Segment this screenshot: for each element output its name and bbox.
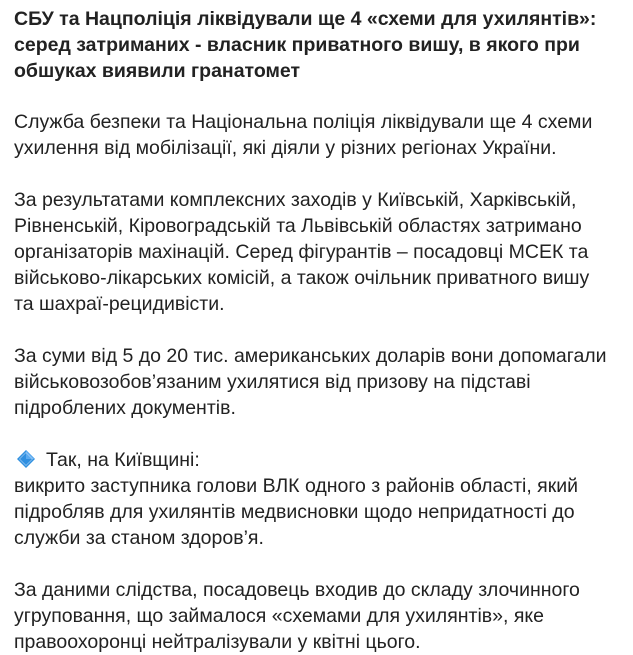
bullet-heading-line [14,447,578,473]
blue-diamond-icon [16,449,36,469]
post-headline [14,6,626,84]
paragraph-line: За даними слідства, посадовець входив до складу злочинного [14,579,580,601]
headline-line: серед затриманих - власник приватного вишу, в якого при [14,34,580,56]
paragraph-sums [14,343,607,421]
paragraph-line: За результатами комплексних заходів у Київській, Харківській, [14,189,577,211]
paragraph-line: організаторів махінацій. Серед фігурантів – посадовці МСЕК та [14,241,589,263]
headline-line: обшуках виявили гранатомет [14,60,301,82]
paragraph-line: Служба безпеки та Національна поліція ліквідували ще 4 схеми [14,111,593,133]
paragraph-line: військово-лікарських комісій, а також очільник приватного вишу [14,267,590,289]
paragraph-results [14,187,589,317]
paragraph-line: угруповання, що займалося «схемами для ухилянтів», яке [14,605,544,627]
paragraph-line: підробляв для ухилянтів медвисновки щодо непридатності до [14,501,575,523]
paragraph-line: підроблених документів. [14,397,236,419]
paragraph-line: ухилення від мобілізації, які діяли у різних регіонах України. [14,137,557,159]
paragraph-line: За суми від 5 до 20 тис. американських доларів вони допомагали [14,345,607,367]
news-post [14,6,626,653]
paragraph-investigation [14,577,580,655]
bullet-heading-text: Так, на Київщині: [46,449,200,471]
headline-line: СБУ та Нацполіція ліквідували ще 4 «схеми для ухилянтів»: [14,8,597,30]
paragraph-line: та шахраї-рецидивісти. [14,293,225,315]
paragraph-line: Рівненській, Кіровоградській та Львівській областях затримано [14,215,582,237]
paragraph-intro [14,109,592,161]
paragraph-line: військовозобов’язаним ухилятися від призову на підставі [14,371,531,393]
paragraph-line: служби за станом здоров’я. [14,527,264,549]
paragraph-line: викрито заступника голови ВЛК одного з районів області, який [14,475,579,497]
paragraph-line: правоохоронці нейтралізували у квітні цього. [14,631,421,653]
paragraph-kyiv-region [14,447,578,551]
